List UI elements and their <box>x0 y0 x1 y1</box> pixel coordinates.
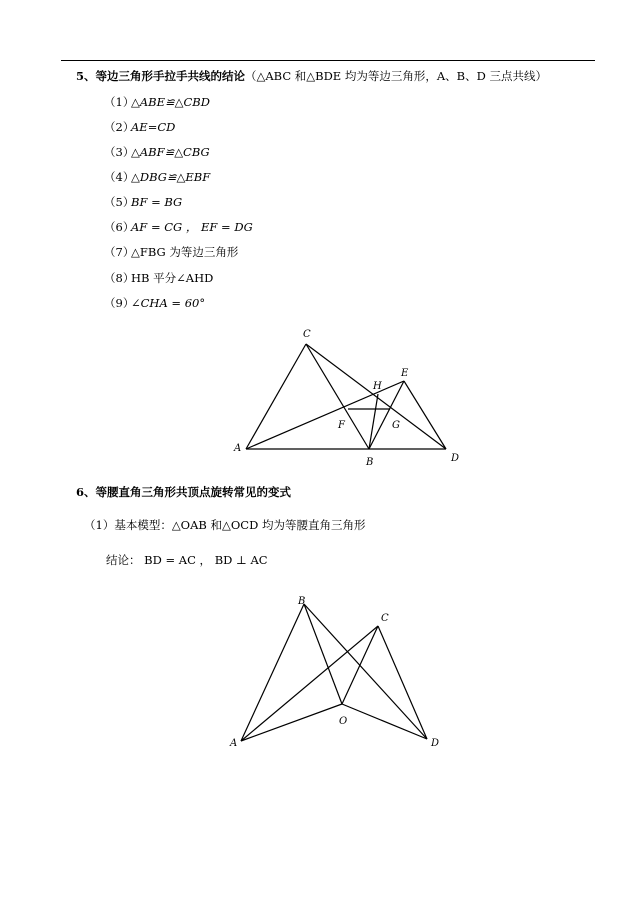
label-F: F <box>338 420 345 431</box>
section5-note: （△ABC 和△BDE 均为等边三角形，A、B、D 三点共线） <box>245 69 547 83</box>
item-number: （5） <box>104 195 135 209</box>
item-number: （9） <box>104 296 135 310</box>
segment-CD <box>306 344 446 449</box>
label-C: C <box>381 613 389 624</box>
label-A: A <box>234 443 242 454</box>
segment-BO <box>304 604 342 704</box>
segment-CB <box>306 344 369 449</box>
item-text: △FBG 为等边三角形 <box>131 245 239 259</box>
item-number: （8） <box>104 271 135 285</box>
label-O: O <box>339 716 348 727</box>
label-C: C <box>303 329 311 340</box>
label-B: B <box>298 596 306 607</box>
segment-BD <box>304 604 427 739</box>
item-number: （4） <box>104 170 135 184</box>
item-number: （1） <box>104 95 135 109</box>
item-text: △ABF≌△CBG <box>131 145 210 159</box>
label-A: A <box>230 738 238 749</box>
item-text: △ABE≌△CBD <box>131 95 210 109</box>
item-text: HB 平分∠AHD <box>131 271 214 285</box>
item-number: （3） <box>104 145 135 159</box>
label-D: D <box>451 453 460 464</box>
section6-heading: 6、等腰直角三角形共顶点旋转常见的变式 <box>76 485 291 499</box>
segment-ED <box>404 381 446 449</box>
label-E: E <box>401 368 409 379</box>
segment-AC <box>246 344 306 449</box>
item-number: （6） <box>104 220 135 234</box>
item-text: BF = BG <box>131 195 183 209</box>
item-text: △DBG≌△EBF <box>131 170 211 184</box>
label-H: H <box>373 381 382 392</box>
item-number: （7） <box>104 245 135 259</box>
item-text: AE=CD <box>131 120 176 134</box>
segment-AC <box>241 626 378 741</box>
figure-equilateral-handshake <box>233 329 459 468</box>
label-G: G <box>392 420 400 431</box>
section5-title: 5、等边三角形手拉手共线的结论 <box>76 69 245 83</box>
label-D: D <box>431 738 440 749</box>
segment-OC <box>342 626 378 704</box>
segment-AO <box>241 704 342 741</box>
item-text: AF = CG ， EF = DG <box>131 220 253 234</box>
basic-model-text: （1）基本模型：△OAB 和△OCD 均为等腰直角三角形 <box>84 518 366 532</box>
item-text: ∠CHA = 60° <box>131 296 206 310</box>
segment-AB <box>241 604 304 741</box>
figure-isosceles-right-rotation <box>229 596 439 749</box>
label-B: B <box>366 457 374 468</box>
conclusion-text: 结论： BD = AC ， BD ⊥ AC <box>106 553 268 567</box>
item-number: （2） <box>104 120 135 134</box>
